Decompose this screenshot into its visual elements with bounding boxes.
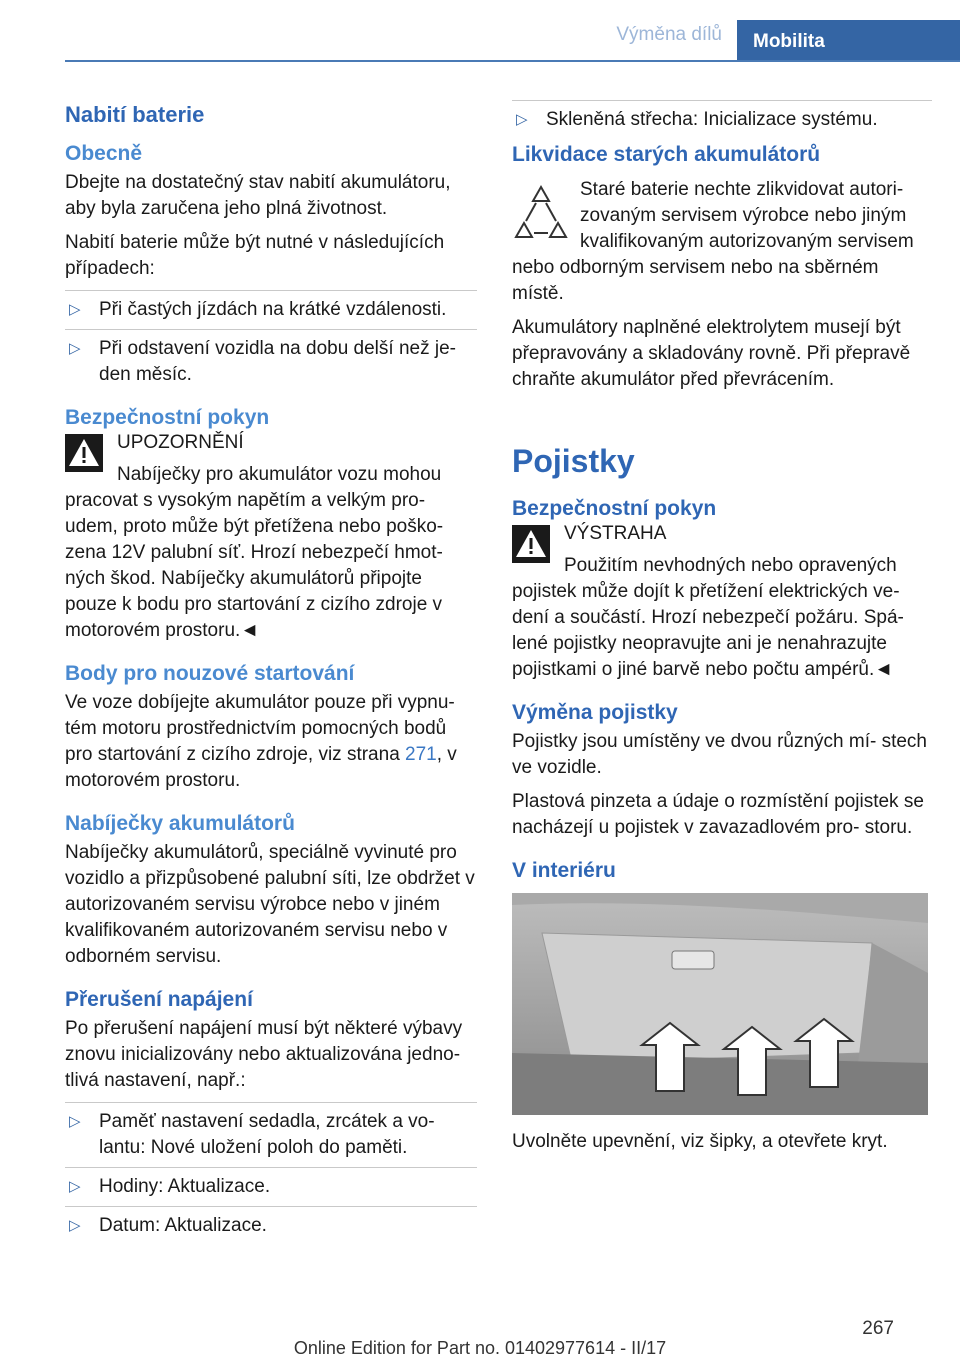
warning-label: UPOZORNĚNÍ (117, 432, 244, 453)
triangle-bullet-icon: ▷ (69, 1113, 81, 1130)
photo-caption: Uvolněte upevnění, viz šipky, a otevřete kryt. (512, 1131, 888, 1152)
paragraph-disposal-1: Staré baterie nechte zlikvidovat autori- zovaným servisem výrobce nebo jiným kvalifikovaným autorizovaným servisem nebo odborným servisem nebo na sběrném místě. (512, 179, 914, 304)
triangle-bullet-icon: ▷ (69, 301, 81, 318)
triangle-bullet-icon: ▷ (69, 340, 81, 357)
heading-battery-chargers: Nabíječky akumulátorů (65, 812, 295, 835)
heading-fuse-replace: Výměna pojistky (512, 701, 678, 724)
list-continued (512, 100, 932, 133)
list-charging-cases (65, 290, 477, 388)
list-item: ▷ Paměť nastavení sedadla, zrcátek a vo- lantu: Nové uložení poloh do paměti. (69, 1111, 435, 1158)
header-section-title: Výměna dílů (616, 24, 722, 45)
left-column (65, 100, 477, 1247)
disposal-block (512, 177, 932, 393)
recycle-icon (512, 183, 570, 241)
paragraph-general-2: Nabití baterie může být nutné v následujících případech: (65, 232, 445, 279)
heading-jump-start-points: Body pro nouzové startování (65, 662, 355, 685)
heading-power-interruption: Přerušení napájení (65, 988, 253, 1011)
paragraph-replace-1: Pojistky jsou umístěny ve dvou různých mí- stech ve vozidle. (512, 731, 927, 778)
warning-notice (512, 521, 932, 547)
list-item: ▷ Při odstavení vozidla na dobu delší než je- den měsíc. (65, 329, 477, 388)
list-item: ▷ Hodiny: Aktualizace. (65, 1167, 477, 1200)
list-reinitialize (65, 1102, 477, 1239)
warning-triangle-icon (65, 434, 103, 472)
list-item: ▷ Skleněná střecha: Inicializace systému. (512, 107, 932, 133)
warning-triangle-icon (512, 525, 550, 563)
triangle-bullet-icon: ▷ (516, 111, 528, 128)
triangle-bullet-icon: ▷ (69, 1178, 81, 1195)
paragraph-chargers: Nabíječky akumulátorů, speciálně vyvinuté pro vozidlo a přizpůsobené palubní síti, lze obdržet v autorizovaném servisu výrobce nebo v jiném kvalifikovaném autorizovaném servisu nebo v odborném servisu. (65, 842, 475, 967)
warning-notice (65, 430, 477, 456)
list-item: ▷ Při častých jízdách na krátké vzdálenosti. (65, 297, 477, 323)
paragraph-power: Po přerušení napájení musí být některé výbavy znovu inicializovány nebo aktualizována jedno- tlivá nastavení, např.: (65, 1018, 463, 1091)
list-item: ▷ Datum: Aktualizace. (65, 1206, 477, 1239)
heading-safety: Bezpečnostní pokyn (65, 406, 270, 429)
paragraph-jump-start: Ve voze dobíjejte akumulátor pouze při vypnu- tém motoru prostřednictvím pomocných bodů pro startování z cizího zdroje, viz strana 271, v motorovém prostoru. (65, 692, 457, 791)
header-divider (65, 60, 960, 62)
paragraph-replace-2: Plastová pinzeta a údaje o rozmístění pojistek se nacházejí u pojistek v zavazadlovém pro- storu. (512, 791, 924, 838)
heading-battery-disposal: Likvidace starých akumulátorů (512, 143, 821, 166)
heading-interior: V interiéru (512, 859, 616, 882)
page-reference-link[interactable]: 271 (405, 744, 437, 765)
heading-general: Obecně (65, 142, 143, 165)
triangle-bullet-icon: ▷ (69, 1217, 81, 1234)
glovebox-photo (512, 893, 928, 1115)
chapter-title-fuses: Pojistky (512, 443, 635, 479)
warning-text: Použitím nevhodných nebo opravených pojistek může dojít k přetížení elektrických ve- dení a součástí. Hrozí nebezpečí požáru. Spá- lené pojistky neopravujte ani je nenahrazujte pojistkami o jiné barvě nebo počtu ampérů.◄ (512, 555, 904, 680)
warning-text: Nabíječky pro akumulátor vozu mohou pracovat s vysokým napětím a velkým pro- udem, proto může být přetížena nebo poško- zena 12V palubní síť. Hrozí nebezpečí hmot- ných škod. Nabíječky akumulátorů připojte pouze k bodu pro startování z cizího zdroje v motorovém prostoru.◄ (65, 464, 444, 641)
footer-edition: Online Edition for Part no. 01402977614 - II/17 (293, 1338, 667, 1358)
paragraph-general-1: Dbejte na dostatečný stav nabití akumulátoru, aby byla zaručena jeho plná životnost. (65, 172, 451, 219)
page-header (0, 0, 960, 62)
section-title-battery-charging: Nabití baterie (65, 102, 205, 127)
warning-label: VÝSTRAHA (564, 523, 667, 544)
right-column (512, 100, 932, 1163)
page-number: 267 (862, 1318, 894, 1339)
heading-fuse-safety: Bezpečnostní pokyn (512, 497, 717, 520)
paragraph-disposal-2: Akumulátory naplněné elektrolytem musejí být přepravovány a skladovány rovně. Při přepravě chraňte akumulátor před převrácením. (512, 317, 911, 390)
header-chapter-tab: Mobilita (737, 20, 960, 62)
